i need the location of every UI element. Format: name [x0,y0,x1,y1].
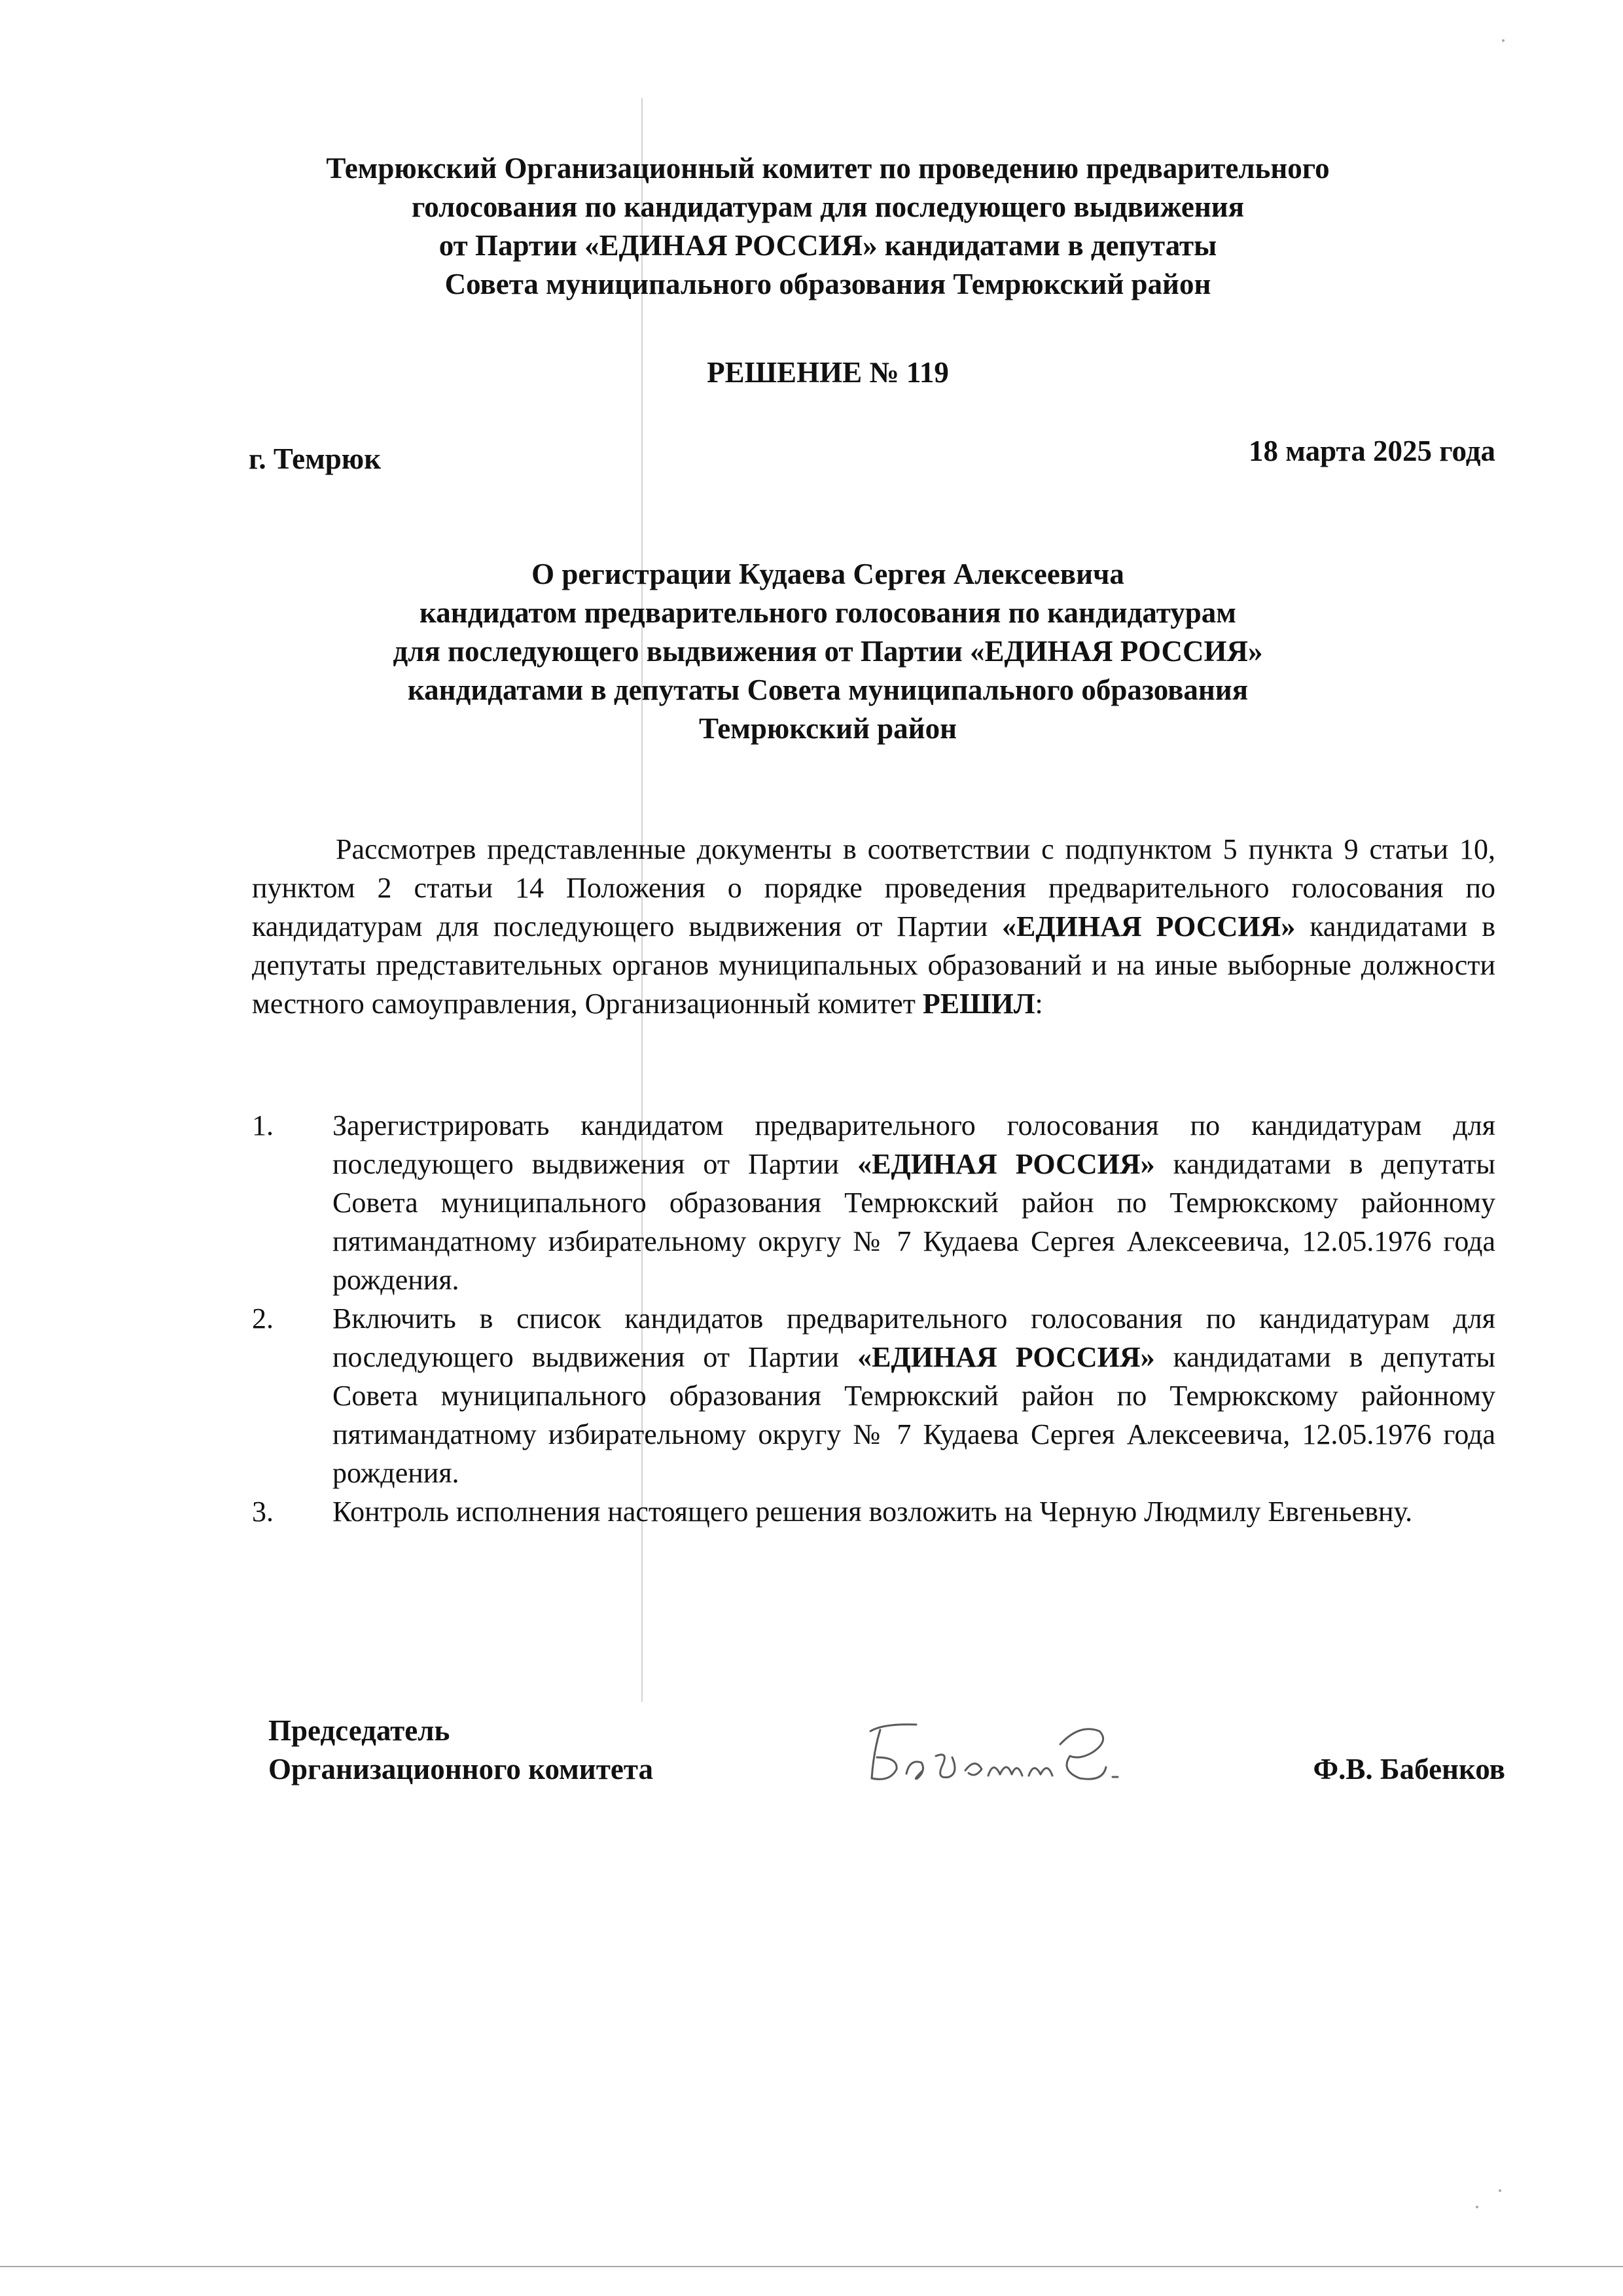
decision-subject [196,555,1459,748]
item-text: кандидатами в депутаты Совета муниципального образования Темрюкский район по Темрюкскому районному пятимандатному избирательному округу № 7 Кудаева Сергея Алексеевича, 12.05.1976 года рождения. [332,1148,1495,1296]
party-name: «ЕДИНАЯ РОССИЯ» [857,1341,1155,1373]
decision-number: РЕШЕНИЕ № 119 [707,356,949,389]
item-text: Контроль исполнения настоящего решения возложить на Черную Людмилу Евгеньевну. [332,1496,1413,1528]
list-item [252,1106,1495,1299]
header-line: голосования по кандидатурам для последующего выдвижения [411,190,1245,223]
subject-line: для последующего выдвижения от Партии «ЕДИНАЯ РОССИЯ» [393,635,1263,668]
signatory-title-line: Председатель [268,1714,450,1747]
preamble-text: Рассмотрев представленные документы в соответствии с подпунктом 5 пункта 9 статьи 10, пунктом 2 статьи 14 Положения о порядке проведения предварительного голосования по кандидатурам для последующего выдвижения от Партии [252,833,1495,942]
organization-header [196,149,1459,304]
preamble-text: кандидатами в депутаты представительных органов муниципальных образований и на иные выборные должности местного самоуправления, Организационный комитет [252,910,1495,1020]
decision-place: г. Темрюк [249,442,382,475]
item-text: Включить в список кандидатов предварительного голосования по кандидатурам для последующего выдвижения от Партии [332,1302,1495,1373]
scan-speck [1476,2206,1478,2208]
header-line: Совета муниципального образования Темрюкский район [444,268,1211,300]
header-line: Темрюкский Организационный комитет по проведению предварительного [326,152,1330,185]
scan-edge-line [0,2266,1623,2267]
scan-speck [1499,2189,1501,2192]
decision-date: 18 марта 2025 года [1249,435,1495,467]
scan-speck [1502,39,1505,42]
handwritten-signature-image [844,1705,1145,1803]
party-name: «ЕДИНАЯ РОССИЯ» [857,1148,1155,1180]
item-number: 3. [252,1496,274,1528]
item-number: 1. [252,1109,274,1141]
item-text: Зарегистрировать кандидатом предварительного голосования по кандидатурам для последующего выдвижения от Партии [332,1109,1495,1180]
list-item [252,1492,1495,1531]
signatory-title [268,1712,653,1789]
subject-line: кандидатом предварительного голосования по кандидатурам [419,596,1236,629]
item-text: кандидатами в депутаты Совета муниципального образования Темрюкский район по Темрюкскому районному пятимандатному избирательному округу № 7 Кудаева Сергея Алексеевича, 12.05.1976 года рождения. [332,1341,1495,1489]
subject-line: Темрюкский район [698,712,957,745]
item-number: 2. [252,1302,274,1335]
preamble-paragraph [252,830,1495,1023]
subject-line: кандидатами в депутаты Совета муниципального образования [407,673,1249,706]
signatory-title-line: Организационного комитета [268,1753,653,1785]
subject-line: О регистрации Кудаева Сергея Алексеевича [531,558,1124,590]
preamble-colon: : [1035,988,1043,1020]
party-name: «ЕДИНАЯ РОССИЯ» [1002,910,1296,942]
list-item [252,1299,1495,1492]
decision-items-list [252,1106,1495,1531]
resolved-word: РЕШИЛ [922,988,1035,1020]
header-line: от Партии «ЕДИНАЯ РОССИЯ» кандидатами в депутаты [438,229,1217,262]
signatory-name: Ф.В. Бабенков [1313,1753,1505,1785]
